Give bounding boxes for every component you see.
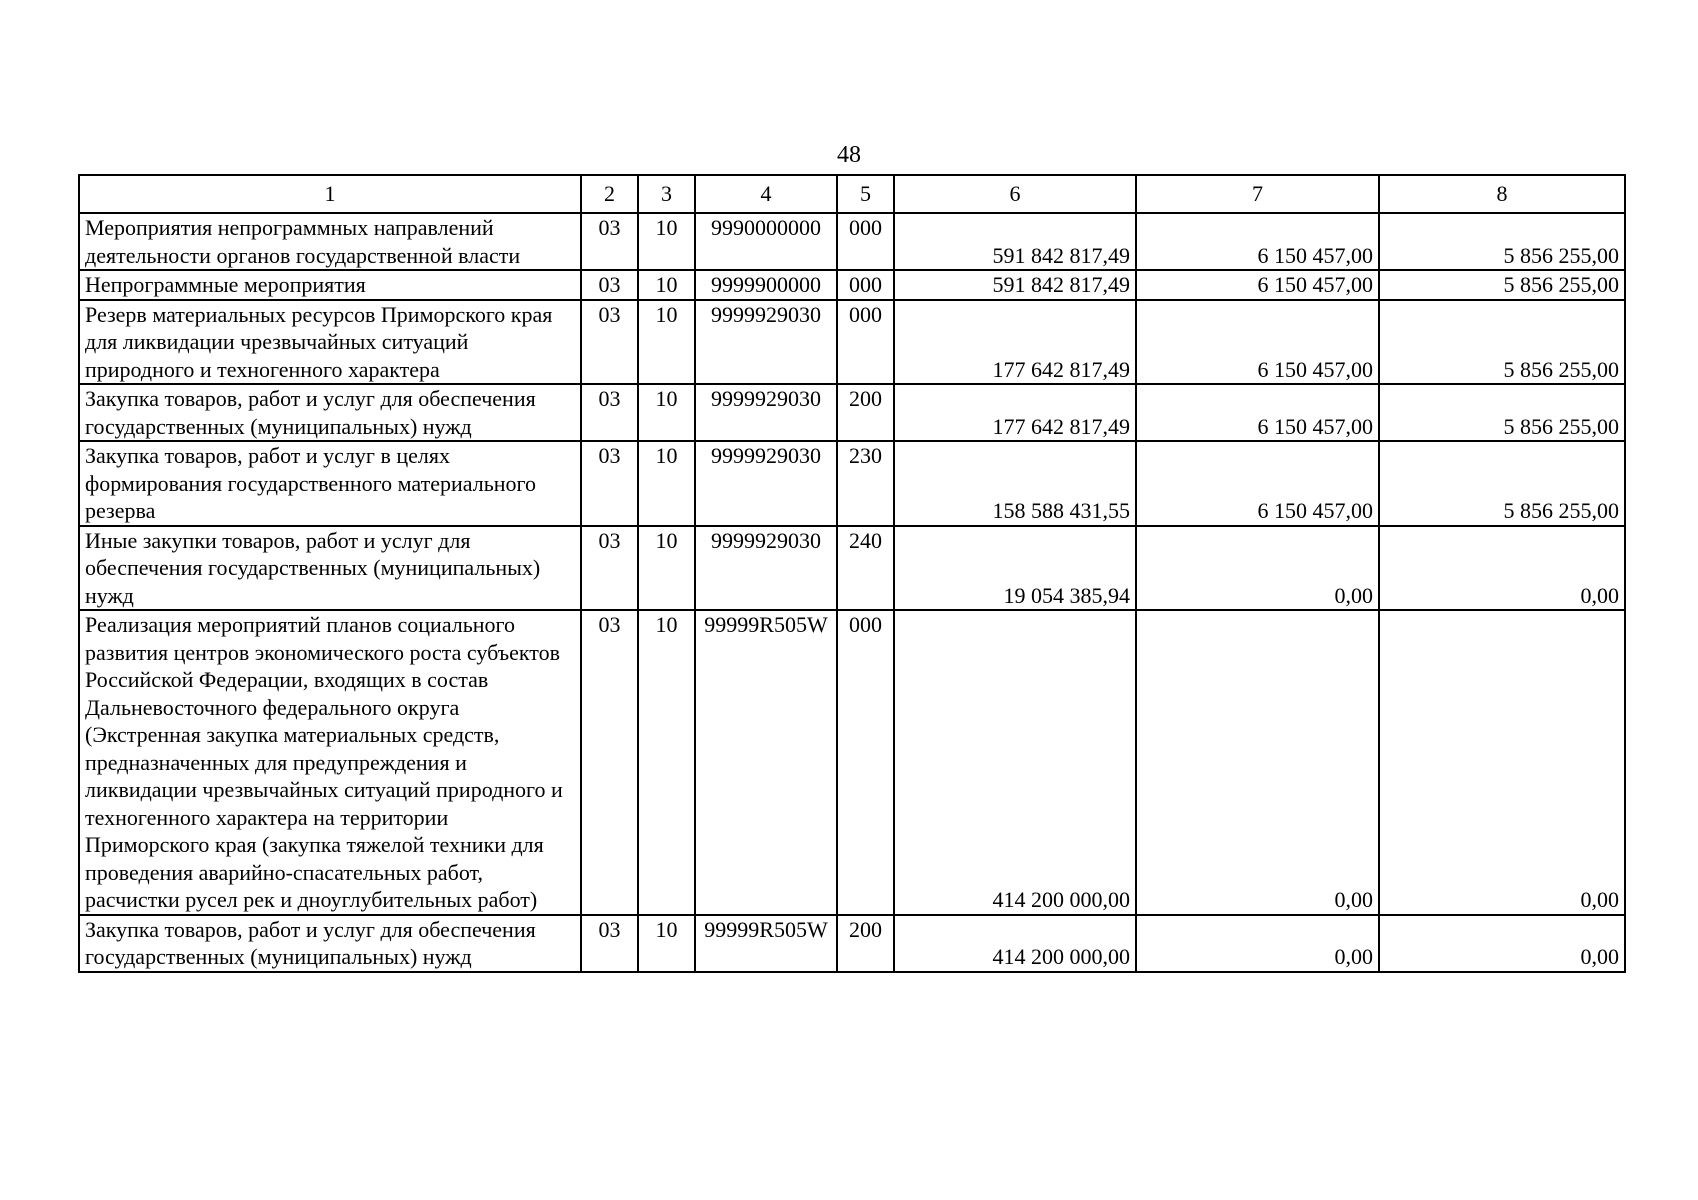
- amount-col-8: 5 856 255,00: [1379, 213, 1625, 270]
- target-article-code: 9999929030: [695, 441, 837, 526]
- item-name: Иные закупки товаров, работ и услуг для обеспечения государственных (муниципальных) нужд: [79, 526, 581, 611]
- amount-col-7: 0,00: [1136, 526, 1379, 611]
- table-row: [79, 213, 1625, 270]
- amount-col-7: 6 150 457,00: [1136, 441, 1379, 526]
- section-code: 03: [581, 300, 638, 385]
- section-code: 03: [581, 526, 638, 611]
- table-row: [79, 526, 1625, 611]
- subsection-code: 10: [638, 526, 695, 611]
- amount-col-8: 5 856 255,00: [1379, 270, 1625, 300]
- item-name: Резерв материальных ресурсов Приморского края для ликвидации чрезвычайных ситуаций природного и техногенного характера: [79, 300, 581, 385]
- target-article-code: 9990000000: [695, 213, 837, 270]
- amount-col-6: 591 842 817,49: [894, 270, 1136, 300]
- table-row: [79, 384, 1625, 441]
- amount-col-6: 591 842 817,49: [894, 213, 1136, 270]
- amount-col-7: 0,00: [1136, 915, 1379, 972]
- amount-col-7: 0,00: [1136, 610, 1379, 915]
- subsection-code: 10: [638, 213, 695, 270]
- header-cell: 1: [79, 175, 581, 213]
- amount-col-8: 5 856 255,00: [1379, 441, 1625, 526]
- amount-col-8: 0,00: [1379, 610, 1625, 915]
- subsection-code: 10: [638, 441, 695, 526]
- amount-col-7: 6 150 457,00: [1136, 270, 1379, 300]
- header-cell: 5: [837, 175, 894, 213]
- amount-col-8: 0,00: [1379, 526, 1625, 611]
- amount-col-6: 177 642 817,49: [894, 300, 1136, 385]
- expense-type-code: 200: [837, 384, 894, 441]
- table-row: [79, 270, 1625, 300]
- target-article-code: 99999R505W: [695, 610, 837, 915]
- section-code: 03: [581, 610, 638, 915]
- section-code: 03: [581, 384, 638, 441]
- subsection-code: 10: [638, 270, 695, 300]
- table-row: [79, 441, 1625, 526]
- subsection-code: 10: [638, 610, 695, 915]
- item-name: Закупка товаров, работ и услуг в целях формирования государственного материального резерва: [79, 441, 581, 526]
- expense-type-code: 000: [837, 610, 894, 915]
- section-code: 03: [581, 915, 638, 972]
- subsection-code: 10: [638, 384, 695, 441]
- amount-col-7: 6 150 457,00: [1136, 213, 1379, 270]
- amount-col-6: 414 200 000,00: [894, 610, 1136, 915]
- amount-col-6: 414 200 000,00: [894, 915, 1136, 972]
- amount-col-8: 5 856 255,00: [1379, 384, 1625, 441]
- amount-col-6: 19 054 385,94: [894, 526, 1136, 611]
- expense-type-code: 000: [837, 213, 894, 270]
- target-article-code: 9999929030: [695, 300, 837, 385]
- amount-col-7: 6 150 457,00: [1136, 300, 1379, 385]
- target-article-code: 99999R505W: [695, 915, 837, 972]
- expense-type-code: 200: [837, 915, 894, 972]
- header-cell: 7: [1136, 175, 1379, 213]
- amount-col-8: 5 856 255,00: [1379, 300, 1625, 385]
- column-numbers-row: [79, 175, 1625, 213]
- target-article-code: 9999900000: [695, 270, 837, 300]
- item-name: Непрограммные мероприятия: [79, 270, 581, 300]
- item-name: Закупка товаров, работ и услуг для обеспечения государственных (муниципальных) нужд: [79, 384, 581, 441]
- page-number: 48: [837, 142, 861, 168]
- header-cell: 4: [695, 175, 837, 213]
- table-row: [79, 610, 1625, 915]
- header-cell: 2: [581, 175, 638, 213]
- section-code: 03: [581, 213, 638, 270]
- header-cell: 6: [894, 175, 1136, 213]
- subsection-code: 10: [638, 915, 695, 972]
- expense-type-code: 000: [837, 300, 894, 385]
- section-code: 03: [581, 441, 638, 526]
- header-cell: 8: [1379, 175, 1625, 213]
- amount-col-6: 177 642 817,49: [894, 384, 1136, 441]
- subsection-code: 10: [638, 300, 695, 385]
- table-row: [79, 300, 1625, 385]
- amount-col-8: 0,00: [1379, 915, 1625, 972]
- item-name: Реализация мероприятий планов социального развития центров экономического роста субъектов Российской Федерации, входящих в состав Дальневосточного федерального округа (Экстренная закупка материальных средств, предназначенных для предупреждения и ликвидации чрезвычайных ситуаций природного и техногенного характера на территории Приморского края (закупка тяжелой техники для проведения аварийно-спасательных работ, расчистки русел рек и дноуглубительных работ): [79, 610, 581, 915]
- target-article-code: 9999929030: [695, 526, 837, 611]
- expense-type-code: 240: [837, 526, 894, 611]
- target-article-code: 9999929030: [695, 384, 837, 441]
- section-code: 03: [581, 270, 638, 300]
- table-row: [79, 915, 1625, 972]
- item-name: Мероприятия непрограммных направлений деятельности органов государственной власти: [79, 213, 581, 270]
- amount-col-6: 158 588 431,55: [894, 441, 1136, 526]
- item-name: Закупка товаров, работ и услуг для обеспечения государственных (муниципальных) нужд: [79, 915, 581, 972]
- amount-col-7: 6 150 457,00: [1136, 384, 1379, 441]
- expense-type-code: 000: [837, 270, 894, 300]
- expense-type-code: 230: [837, 441, 894, 526]
- header-cell: 3: [638, 175, 695, 213]
- budget-table: [78, 174, 1626, 973]
